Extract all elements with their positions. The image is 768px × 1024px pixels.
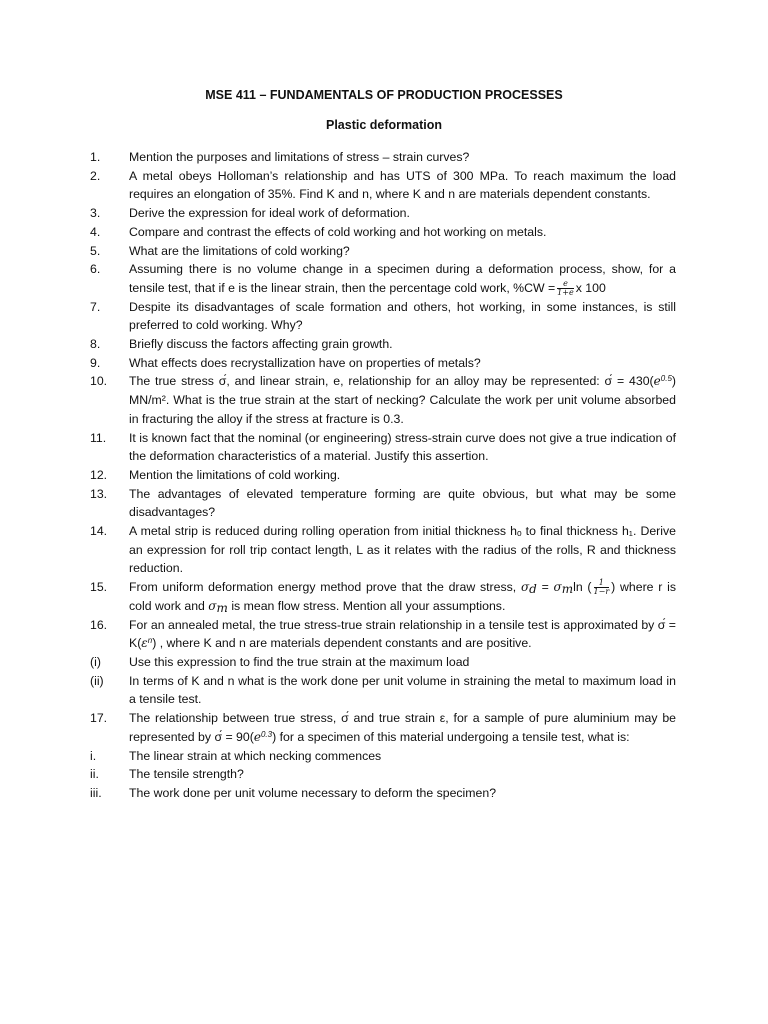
item-text: A metal strip is reduced during rolling operation from initial thickness hₒ to final thickness h₁. Derive an expression for roll trip contact length, L as it relates with the radius of the rolls, R and thickness reduction. xyxy=(129,524,676,576)
list-item xyxy=(90,298,676,335)
list-item xyxy=(90,653,676,672)
item-text: A metal obeys Holloman’s relationship and has UTS of 300 MPa. To reach maximum the load requires an elongation of 35%. Find K and n, where K and n are materials dependent constants. xyxy=(129,168,676,202)
list-item xyxy=(90,672,676,709)
fraction-denominator: 1+e xyxy=(557,288,574,298)
item-number: 2. xyxy=(90,168,101,183)
list-item xyxy=(90,765,676,784)
item-text: Despite its disadvantages of scale formation and others, hot working, in some instances, is still preferred to cold working. Why? xyxy=(129,299,676,333)
list-item xyxy=(90,616,676,653)
item-text-pre: The relationship between true stress, σ́ and true strain ε, for a sample of pure aluminium may be represented by σ́ = 90( xyxy=(129,711,676,744)
list-item xyxy=(90,578,676,615)
item-number: 11. xyxy=(90,430,107,445)
math-base: e xyxy=(253,729,261,744)
page-title: MSE 411 – FUNDAMENTALS OF PRODUCTION PROCESSES xyxy=(205,88,563,102)
fraction-denominator: 1−r xyxy=(593,587,610,597)
item-number: i. xyxy=(90,748,97,763)
item-text: Derive the expression for ideal work of deformation. xyxy=(129,206,410,221)
list-item xyxy=(90,747,676,766)
item-text-pre: The true stress σ́, and linear strain, e, relationship for an alloy may be represented: σ́ = 430( xyxy=(129,374,654,389)
item-number: 10. xyxy=(90,374,108,389)
fraction xyxy=(594,579,610,596)
item-text: Mention the purposes and limitations of stress – strain curves? xyxy=(129,150,470,164)
item-text: The tensile strength? xyxy=(129,767,244,782)
item-text-pre: For an annealed metal, the true stress-true strain relationship in a tensile test is approximated by σ́ = K( xyxy=(129,617,676,651)
list-item xyxy=(90,167,676,204)
math-base: e xyxy=(653,374,661,389)
item-number: 9. xyxy=(90,355,101,370)
item-text-post: ) , where K and n are materials dependent constants and are positive. xyxy=(152,636,532,651)
list-item xyxy=(90,429,676,466)
item-number: 3. xyxy=(90,206,101,221)
item-number: 14. xyxy=(90,524,108,539)
list-item xyxy=(90,485,676,522)
item-number: 7. xyxy=(90,299,101,314)
item-number: 16. xyxy=(90,617,108,632)
item-number: 13. xyxy=(90,486,108,501)
item-number: 4. xyxy=(90,224,101,239)
item-number: 8. xyxy=(90,337,101,352)
list-item xyxy=(90,260,676,297)
item-text: Use this expression to find the true strain at the maximum load xyxy=(129,654,470,669)
math-sigma: σ xyxy=(553,580,562,595)
math-exponent: 0.5 xyxy=(660,374,672,384)
fraction xyxy=(557,280,574,297)
math-exponent: n xyxy=(147,636,153,646)
math-sigma: σ xyxy=(520,580,530,595)
math-equals: = xyxy=(541,580,549,595)
list-item xyxy=(90,784,676,803)
item-text: The linear strain at which necking commences xyxy=(129,748,382,763)
item-text xyxy=(129,578,676,615)
list-item xyxy=(90,242,676,261)
item-text: Briefly discuss the factors affecting grain growth. xyxy=(129,337,393,352)
math-subscript: m xyxy=(216,600,228,615)
item-number: 6. xyxy=(90,262,101,277)
item-text: Mention the limitations of cold working. xyxy=(129,467,341,482)
item-text: Compare and contrast the effects of cold working and hot working on metals. xyxy=(129,224,547,239)
item-number: (i) xyxy=(90,654,101,669)
fraction-numerator: e xyxy=(557,280,574,289)
list-item xyxy=(90,148,676,167)
math-subscript: d xyxy=(529,582,537,597)
item-number: iii. xyxy=(90,785,102,800)
item-number: 12. xyxy=(90,467,108,482)
math-sigma: σ xyxy=(208,598,217,613)
item-text-post: ) MN/m². What is the true strain at the start of necking? Calculate the work per unit volume absorbed in fracturing the alloy if the stress at fracture is 0.3. xyxy=(129,374,676,426)
item-text: The work done per unit volume necessary to deform the specimen? xyxy=(129,785,497,800)
question-list xyxy=(90,148,676,803)
fraction-numerator: 1 xyxy=(594,579,610,588)
item-text: What effects does recrystallization have on properties of metals? xyxy=(129,355,481,370)
math-close: ) xyxy=(611,580,616,595)
list-item xyxy=(90,522,676,578)
list-item xyxy=(90,335,676,354)
list-item xyxy=(90,709,676,746)
list-item xyxy=(90,354,676,373)
math-subscript: m xyxy=(561,582,574,597)
item-text xyxy=(129,616,676,653)
item-number: 17. xyxy=(90,711,108,726)
item-text-pre: From uniform deformation energy method prove that the draw stress, xyxy=(129,580,517,595)
item-text xyxy=(129,372,676,428)
item-text: What are the limitations of cold working? xyxy=(129,243,350,258)
list-item xyxy=(90,204,676,223)
item-number: 5. xyxy=(90,243,101,258)
item-text-post: is mean flow stress. Mention all your assumptions. xyxy=(231,598,506,613)
item-number: 15. xyxy=(90,580,108,595)
page-subtitle: Plastic deformation xyxy=(326,118,442,132)
math-exponent: 0.3 xyxy=(260,729,273,739)
item-number: 1. xyxy=(90,150,101,164)
item-text xyxy=(129,260,676,297)
list-item xyxy=(90,372,676,428)
item-number: (ii) xyxy=(90,673,104,688)
math-ln: ln ( xyxy=(573,580,592,595)
item-text: It is known fact that the nominal (or engineering) stress-strain curve does not give a true indication of the deformation characteristics of a material. Justify this assertion. xyxy=(129,430,676,464)
item-number: ii. xyxy=(90,767,99,782)
item-text-pre: Assuming there is no volume change in a specimen during a deformation process, show, for a tensile test, that if e is the linear strain, then the percentage cold work, %CW = xyxy=(129,262,676,295)
item-text: The advantages of elevated temperature forming are quite obvious, but what may be some disadvantages? xyxy=(129,486,676,520)
item-text-mid: where r is cold work and xyxy=(129,580,676,613)
list-item xyxy=(90,466,676,485)
item-text-post: x 100 xyxy=(575,280,606,295)
item-text: In terms of K and n what is the work done per unit volume in straining the metal to maximum load in a tensile test. xyxy=(129,673,676,707)
item-text xyxy=(129,709,676,746)
math-base: ε xyxy=(141,636,148,651)
list-item xyxy=(90,223,676,242)
item-text-post: ) for a specimen of this material undergoing a tensile test, what is: xyxy=(272,729,630,744)
